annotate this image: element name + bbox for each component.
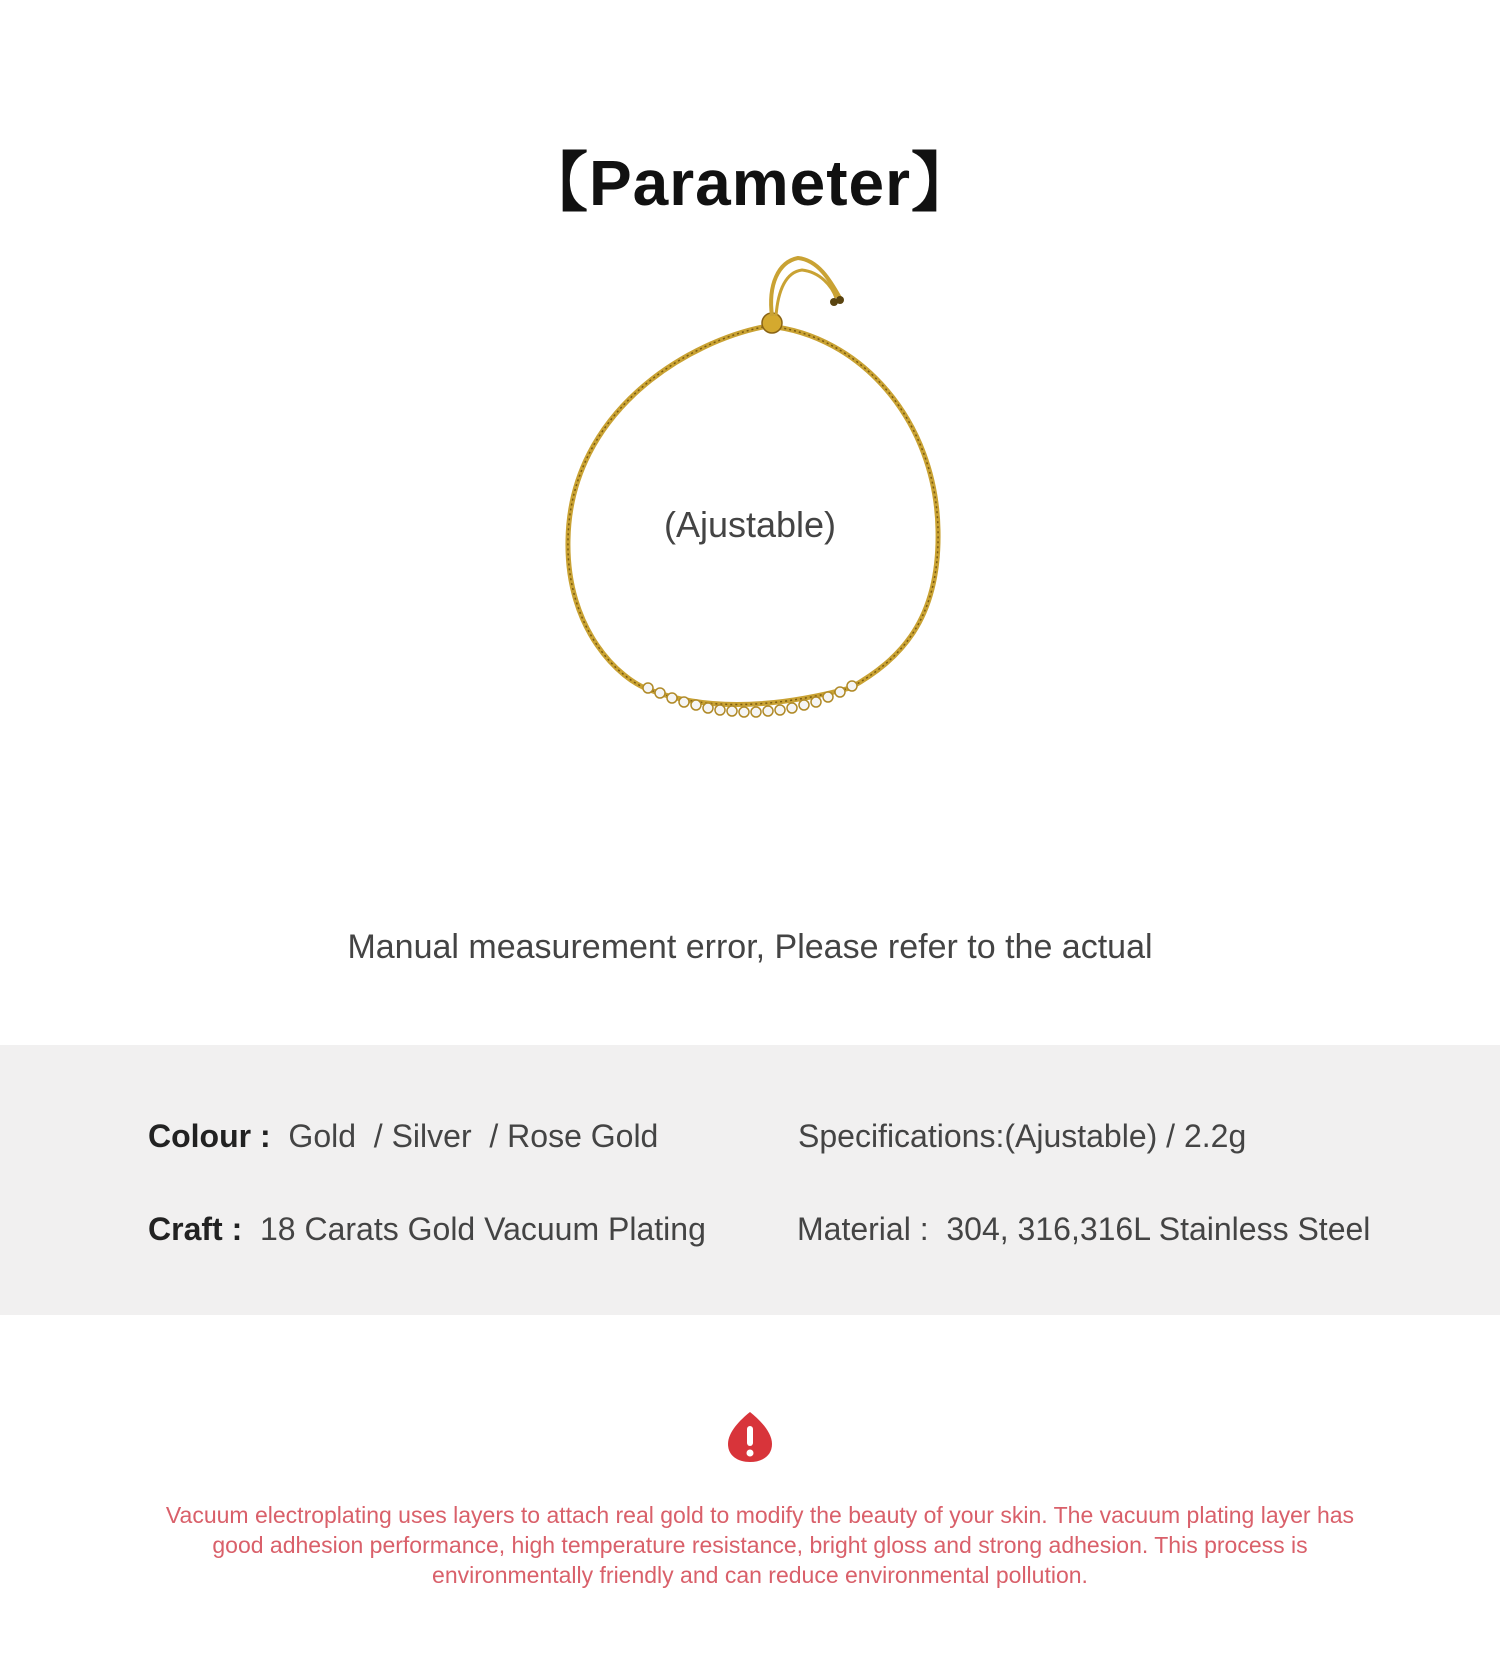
spec-material	[797, 1211, 1370, 1248]
product-size-label: (Ajustable)	[663, 504, 837, 545]
spec-craft-value: 18 Carats Gold Vacuum Plating	[260, 1211, 706, 1247]
spec-specifications-value: (Ajustable) / 2.2g	[1004, 1118, 1247, 1154]
page-title: 【Parameter】	[523, 147, 977, 219]
spec-specifications	[798, 1118, 1246, 1155]
spec-craft	[148, 1211, 706, 1248]
measurement-note: Manual measurement error, Please refer to the actual	[347, 928, 1153, 966]
spec-craft-label: Craft :	[148, 1211, 243, 1247]
product-image	[540, 240, 960, 760]
warning-icon	[726, 1410, 774, 1464]
spec-colour-label: Colour :	[148, 1118, 271, 1154]
specs-panel	[0, 1045, 1500, 1315]
spec-material-label: Material :	[797, 1211, 929, 1247]
warning-text: Vacuum electroplating uses layers to attach real gold to modify the beauty of your skin. The vacuum plating layer has good adhesion performance, high temperature resistance, bright gloss and strong adhesion. This process is environmentally friendly and can reduce environmental pollution.	[165, 1502, 1355, 1588]
spec-specifications-label: Specifications:	[798, 1118, 1005, 1154]
spec-colour	[148, 1118, 658, 1155]
spec-material-value: 304, 316,316L Stainless Steel	[946, 1211, 1371, 1247]
bracelet-illustration	[540, 240, 960, 760]
spec-colour-value: Gold / Silver / Rose Gold	[288, 1118, 659, 1154]
